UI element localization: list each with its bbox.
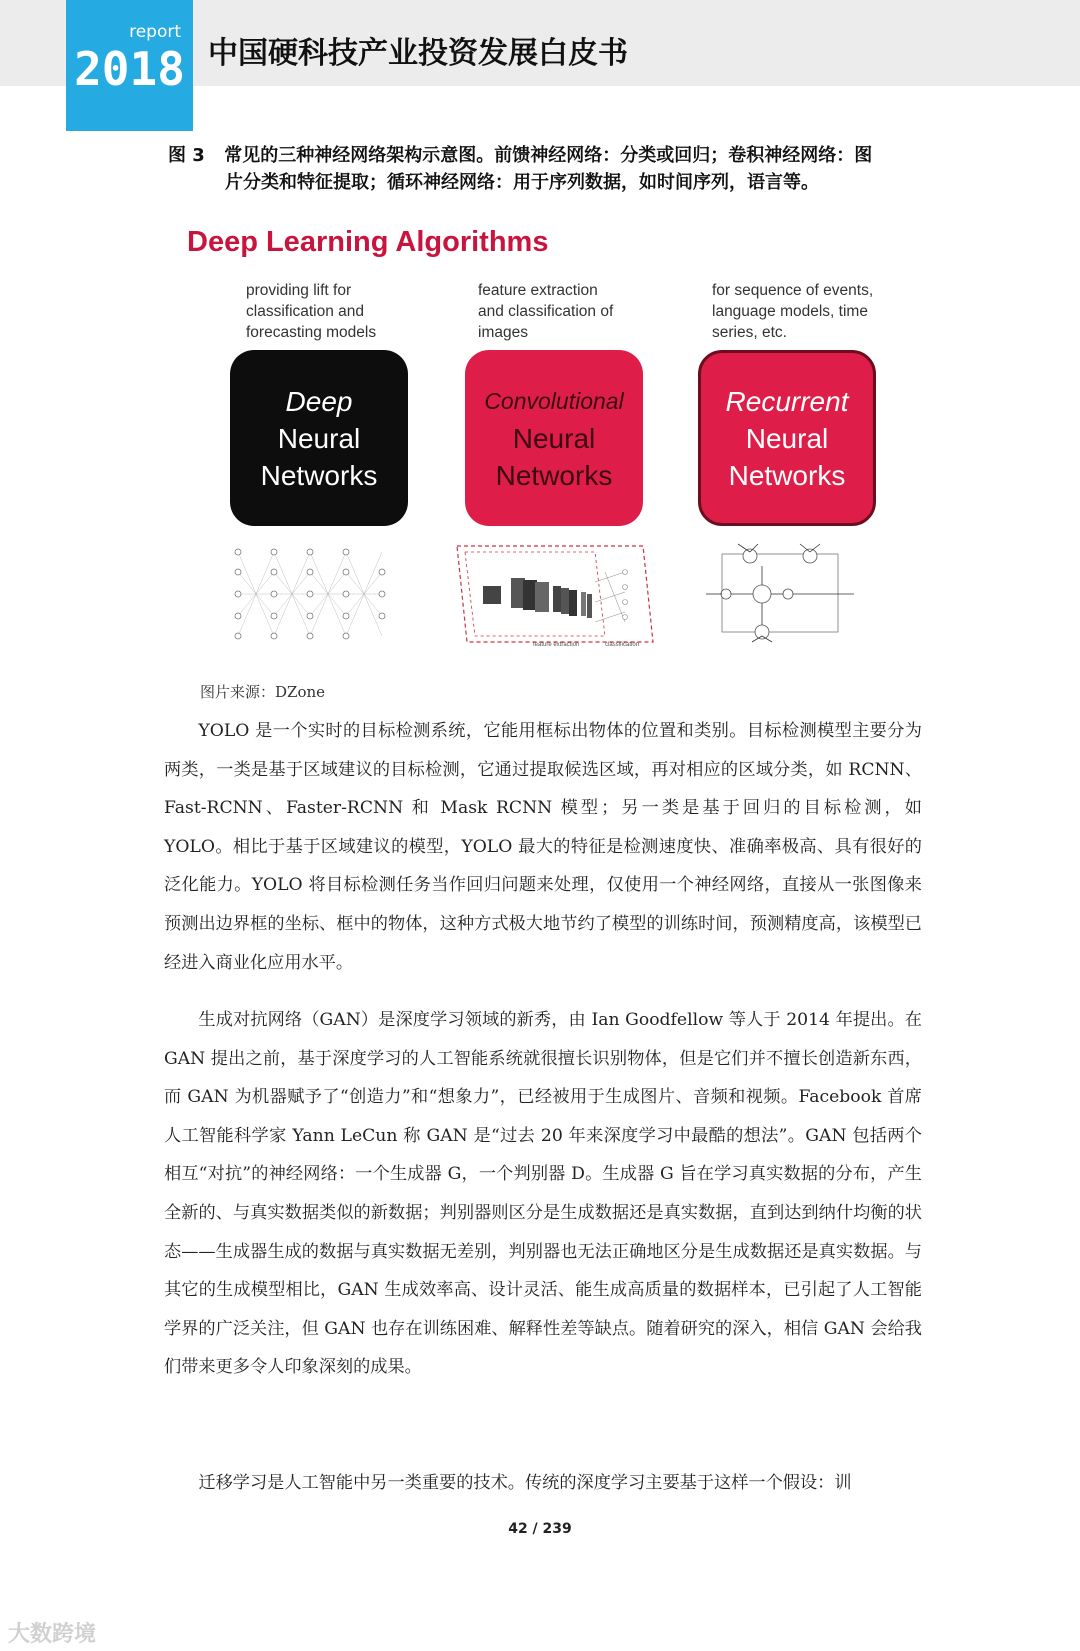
cnn-classification-label: classification: [605, 642, 640, 648]
paragraph-yolo: YOLO 是一个实时的目标检测系统，它能用框标出物体的位置和类别。目标检测模型主要分为两类，一类是基于区域建议的目标检测，它通过提取候选区域，再对相应的区域分类，如 RCNN、Fast-RCNN、Faster-RCNN 和 Mask RCNN 模型；另一类是基于回归的目标检测，如 YOLO。相比于基于区域建议的模型，YOLO 最大的特征是检测速度快、准确率极高、具有很好的泛化能力。YOLO 将目标检测任务当作回归问题来处理，仅使用一个神经网络，直接从一张图像来预测出边界框的坐标、框中的物体，这种方式极大地节约了模型的训练时间，预测精度高，该模型已经进入商业化应用水平。: [164, 721, 922, 973]
cnn-feature-extraction-label: feature extraction: [533, 642, 580, 648]
cnn-network-diagram: [455, 542, 655, 648]
book-title: 中国硬科技产业投资发展白皮书: [208, 36, 628, 71]
figure-caption-line1: 常见的三种神经网络架构示意图。前馈神经网络：分类或回归；卷积神经网络：图: [224, 145, 873, 166]
figure-title: Deep Learning Algorithms: [187, 226, 549, 258]
paragraph-transfer-learning: 迁移学习是人工智能中另一类重要的技术。传统的深度学习主要基于这样一个假设：训: [198, 1473, 852, 1493]
report-year-badge: [66, 0, 193, 131]
watermark: 大数跨境: [8, 1622, 97, 1647]
page-number: 42 / 239: [508, 1521, 572, 1537]
figure-caption-label: 图 3: [168, 145, 205, 166]
figure-column-dnn: [246, 280, 442, 526]
cnn-card: Convolutional Neural Networks: [465, 350, 643, 526]
figure-source: 图片来源：DZone: [200, 683, 326, 701]
rnn-cell-diagram: [702, 542, 858, 646]
dnn-network-diagram: [222, 542, 418, 646]
paragraph-gan: 生成对抗网络（GAN）是深度学习领域的新秀，由 Ian Goodfellow 等人于 2014 年提出。在 GAN 提出之前，基于深度学习的人工智能系统就很擅长识别物体，但是它们并不擅长创造新东西，而 GAN 为机器赋予了“创造力”和“想象力”，已经被用于生成图片、音频和视频。Facebook 首席人工智能科学家 Yann LeCun 称 GAN 是“过去 20 年来深度学习中最酷的想法”。GAN 包括两个相互“对抗”的神经网络：一个生成器 G，一个判别器 D。生成器 G 旨在学习真实数据的分布，产生全新的、与真实数据类似的新数据；判别器则区分是生成数据还是真实数据，直到达到纳什均衡的状态——生成器生成的数据与真实数据无差别，判别器也无法正确地区分是生成数据还是真实数据。与其它的生成模型相比，GAN 生成效率高、设计灵活、能生成高质量的数据样本，已引起了人工智能学界的广泛关注，但 GAN 也存在训练困难、解释性差等缺点。随着研究的深入，相信 GAN 会给我们带来更多令人印象深刻的成果。: [164, 1010, 922, 1378]
figure-caption-line2: 片分类和特征提取；循环神经网络：用于序列数据，如时间序列，语言等。: [225, 172, 819, 193]
badge-report-label: report: [129, 22, 181, 42]
figure-column-rnn: [712, 280, 908, 526]
column-description: for sequence of events, language models, time series, etc.: [712, 282, 874, 341]
dnn-card: Deep Neural Networks: [230, 350, 408, 526]
figure-caption: [168, 142, 920, 196]
column-description: feature extraction and classification of images: [478, 282, 614, 341]
badge-year: 2018: [74, 42, 185, 96]
column-description: providing lift for classification and forecasting models: [246, 282, 377, 341]
rnn-card: Recurrent Neural Networks: [698, 350, 876, 526]
figure-column-cnn: [478, 280, 674, 526]
